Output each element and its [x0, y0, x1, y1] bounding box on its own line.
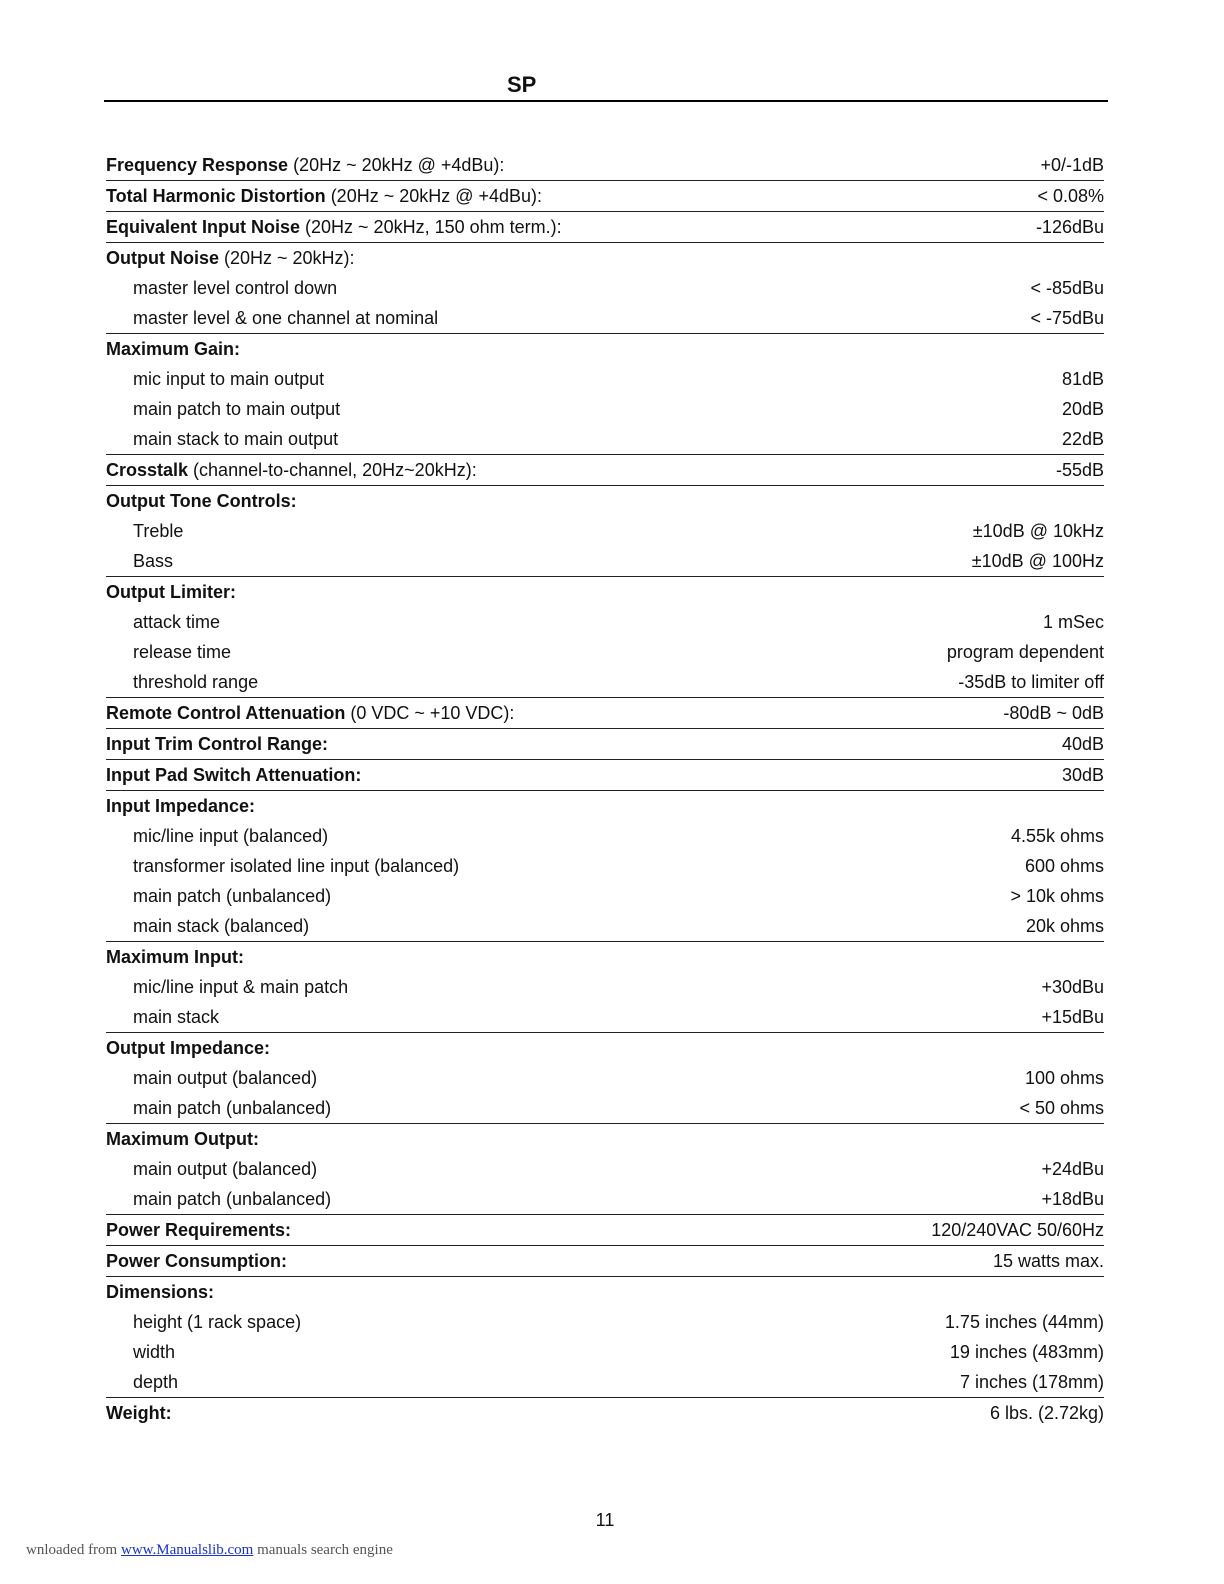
spec-subrow	[106, 1063, 1104, 1093]
spec-label: release time	[133, 641, 232, 662]
spec-label	[106, 796, 1104, 817]
spec-name: Maximum Output:	[106, 1128, 259, 1149]
spec-group	[106, 1277, 1104, 1398]
spec-label: attack time	[133, 611, 221, 632]
spec-value: > 10k ohms	[1010, 885, 1104, 906]
spec-label	[106, 1129, 1104, 1150]
spec-group	[106, 729, 1104, 760]
spec-value: 120/240VAC 50/60Hz	[931, 1219, 1104, 1240]
spec-label	[106, 155, 1040, 176]
spec-subrow	[106, 1093, 1104, 1123]
spec-name: Crosstalk	[106, 459, 189, 480]
download-footer	[26, 1542, 393, 1559]
spec-subrow	[106, 637, 1104, 667]
spec-group	[106, 1124, 1104, 1215]
spec-name: Dimensions:	[106, 1281, 215, 1302]
spec-label: mic input to main output	[133, 368, 325, 389]
spec-label: main patch (unbalanced)	[133, 1097, 332, 1118]
spec-label: mic/line input (balanced)	[133, 825, 329, 846]
spec-subrow	[106, 394, 1104, 424]
spec-label	[106, 491, 1104, 512]
spec-qualifier: (channel-to-channel, 20Hz~20kHz):	[188, 459, 477, 480]
spec-label	[106, 460, 1056, 481]
spec-row	[106, 150, 1104, 180]
spec-group	[106, 1215, 1104, 1246]
spec-group	[106, 486, 1104, 577]
spec-row	[106, 791, 1104, 821]
spec-group	[106, 1033, 1104, 1124]
spec-label: main output (balanced)	[133, 1067, 318, 1088]
spec-qualifier: (20Hz ~ 20kHz, 150 ohm term.):	[300, 216, 562, 237]
spec-group	[106, 760, 1104, 791]
spec-value: 600 ohms	[1024, 855, 1104, 876]
spec-name: Equivalent Input Noise	[106, 216, 301, 237]
spec-qualifier: (20Hz ~ 20kHz @ +4dBu):	[325, 185, 543, 206]
spec-subrow	[106, 881, 1104, 911]
spec-group	[106, 334, 1104, 455]
spec-row	[106, 212, 1104, 242]
spec-name: Maximum Gain:	[106, 338, 241, 359]
spec-label	[106, 1251, 993, 1272]
spec-row	[106, 1246, 1104, 1276]
spec-label	[106, 734, 1062, 755]
spec-label: Treble	[133, 520, 184, 541]
spec-name: Output Limiter:	[106, 581, 236, 602]
spec-label: main stack to main output	[133, 428, 339, 449]
spec-value: program dependent	[946, 641, 1104, 662]
spec-qualifier: (0 VDC ~ +10 VDC):	[345, 702, 515, 723]
spec-label	[106, 248, 1104, 269]
spec-row	[106, 577, 1104, 607]
spec-row	[106, 486, 1104, 516]
spec-subrow	[106, 303, 1104, 333]
spec-row	[106, 1124, 1104, 1154]
spec-label: depth	[133, 1371, 179, 1392]
spec-subrow	[106, 821, 1104, 851]
spec-value: < -85dBu	[1030, 277, 1104, 298]
spec-subrow	[106, 1002, 1104, 1032]
spec-qualifier: (20Hz ~ 20kHz):	[219, 247, 355, 268]
spec-label	[106, 217, 1036, 238]
page-title: SP	[507, 72, 537, 97]
spec-label	[106, 765, 1062, 786]
spec-group	[106, 577, 1104, 698]
spec-row	[106, 698, 1104, 728]
spec-label: Bass	[133, 550, 174, 571]
spec-value: +15dBu	[1041, 1006, 1104, 1027]
spec-subrow	[106, 911, 1104, 941]
spec-value: 4.55k ohms	[1010, 825, 1104, 846]
spec-label: main stack	[133, 1006, 220, 1027]
spec-subrow	[106, 972, 1104, 1002]
spec-row	[106, 1277, 1104, 1307]
spec-row	[106, 942, 1104, 972]
spec-row	[106, 760, 1104, 790]
title-divider	[104, 100, 1108, 102]
spec-value: 30dB	[1061, 764, 1104, 785]
spec-label	[106, 339, 1104, 360]
spec-label: width	[133, 1341, 176, 1362]
spec-value: ±10dB @ 10kHz	[972, 520, 1104, 541]
spec-name: Total Harmonic Distortion	[106, 185, 326, 206]
spec-row	[106, 1398, 1104, 1428]
spec-value: 20k ohms	[1025, 915, 1104, 936]
spec-subrow	[106, 1367, 1104, 1397]
spec-value: 22dB	[1061, 428, 1104, 449]
spec-subrow	[106, 364, 1104, 394]
spec-value: 1 mSec	[1042, 611, 1104, 632]
spec-group	[106, 150, 1104, 181]
spec-value: 15 watts max.	[992, 1250, 1104, 1271]
spec-label: master level control down	[133, 277, 338, 298]
spec-name: Output Tone Controls:	[106, 490, 297, 511]
spec-value: 20dB	[1061, 398, 1104, 419]
spec-row	[106, 729, 1104, 759]
spec-row	[106, 243, 1104, 273]
spec-label	[106, 186, 1037, 207]
spec-group	[106, 212, 1104, 243]
spec-row	[106, 1033, 1104, 1063]
spec-value: +18dBu	[1041, 1188, 1104, 1209]
spec-value: < 0.08%	[1037, 185, 1104, 206]
spec-value: < 50 ohms	[1019, 1097, 1104, 1118]
spec-subrow	[106, 667, 1104, 697]
spec-subrow	[106, 273, 1104, 303]
spec-label: threshold range	[133, 671, 259, 692]
footer-suffix: manuals search engine	[253, 1542, 393, 1558]
spec-value: +30dBu	[1041, 976, 1104, 997]
spec-name: Power Requirements:	[106, 1219, 292, 1240]
spec-row	[106, 181, 1104, 211]
spec-group	[106, 791, 1104, 942]
spec-name: Remote Control Attenuation	[106, 702, 346, 723]
spec-subrow	[106, 851, 1104, 881]
spec-group	[106, 942, 1104, 1033]
spec-name: Input Pad Switch Attenuation:	[106, 764, 362, 785]
spec-name: Weight:	[106, 1402, 172, 1423]
page-number: 11	[595, 1510, 615, 1530]
spec-subrow	[106, 607, 1104, 637]
spec-name: Power Consumption:	[106, 1250, 287, 1271]
spec-subrow	[106, 424, 1104, 454]
spec-name: Maximum Input:	[106, 946, 244, 967]
spec-row	[106, 455, 1104, 485]
spec-subrow	[106, 1337, 1104, 1367]
spec-value: -80dB ~ 0dB	[1003, 702, 1104, 723]
spec-label	[106, 582, 1104, 603]
spec-label: main stack (balanced)	[133, 915, 310, 936]
spec-group	[106, 1246, 1104, 1277]
spec-value: +0/-1dB	[1040, 154, 1104, 175]
spec-label: mic/line input & main patch	[133, 976, 349, 997]
spec-name: Frequency Response	[106, 154, 289, 175]
spec-value: +24dBu	[1041, 1158, 1104, 1179]
spec-label: master level & one channel at nominal	[133, 307, 439, 328]
spec-value: 7 inches (178mm)	[959, 1371, 1104, 1392]
spec-label	[106, 1282, 1104, 1303]
spec-value: 81dB	[1061, 368, 1104, 389]
spec-group	[106, 698, 1104, 729]
spec-label: main output (balanced)	[133, 1158, 318, 1179]
spec-value: < -75dBu	[1030, 307, 1104, 328]
spec-label	[106, 703, 1003, 724]
spec-row	[106, 334, 1104, 364]
spec-group	[106, 243, 1104, 334]
spec-label: main patch (unbalanced)	[133, 1188, 332, 1209]
spec-value: 100 ohms	[1024, 1067, 1104, 1088]
manualslib-link[interactable]: www.Manualslib.com	[120, 1542, 254, 1558]
spec-subrow	[106, 516, 1104, 546]
spec-label	[106, 1403, 990, 1424]
spec-value: -126dBu	[1035, 216, 1104, 237]
spec-label	[106, 1038, 1104, 1059]
spec-value: 6 lbs. (2.72kg)	[989, 1402, 1104, 1423]
spec-name: Output Impedance:	[106, 1037, 271, 1058]
spec-label	[106, 1220, 931, 1241]
spec-row	[106, 1215, 1104, 1245]
spec-value: 1.75 inches (44mm)	[944, 1311, 1104, 1332]
spec-subrow	[106, 1154, 1104, 1184]
spec-group	[106, 1398, 1104, 1428]
spec-name: Output Noise	[106, 247, 219, 268]
spec-value: 40dB	[1061, 733, 1104, 754]
spec-subrow	[106, 1184, 1104, 1214]
spec-label: main patch to main output	[133, 398, 341, 419]
spec-group	[106, 181, 1104, 212]
spec-subrow	[106, 1307, 1104, 1337]
spec-label: main patch (unbalanced)	[133, 885, 332, 906]
spec-value: 19 inches (483mm)	[949, 1341, 1104, 1362]
footer-prefix: wnloaded from	[26, 1542, 121, 1558]
spec-value: ±10dB @ 100Hz	[971, 550, 1104, 571]
spec-name: Input Impedance:	[106, 795, 256, 816]
spec-name: Input Trim Control Range:	[106, 733, 328, 754]
spec-label: height (1 rack space)	[133, 1311, 302, 1332]
spec-value: -55dB	[1055, 459, 1104, 480]
spec-label	[106, 947, 1104, 968]
spec-subrow	[106, 546, 1104, 576]
spec-qualifier: (20Hz ~ 20kHz @ +4dBu):	[288, 154, 505, 175]
spec-value: -35dB to limiter off	[958, 671, 1104, 692]
spec-group	[106, 455, 1104, 486]
spec-label: transformer isolated line input (balanced)	[133, 855, 460, 876]
specifications-table	[106, 150, 1104, 1428]
